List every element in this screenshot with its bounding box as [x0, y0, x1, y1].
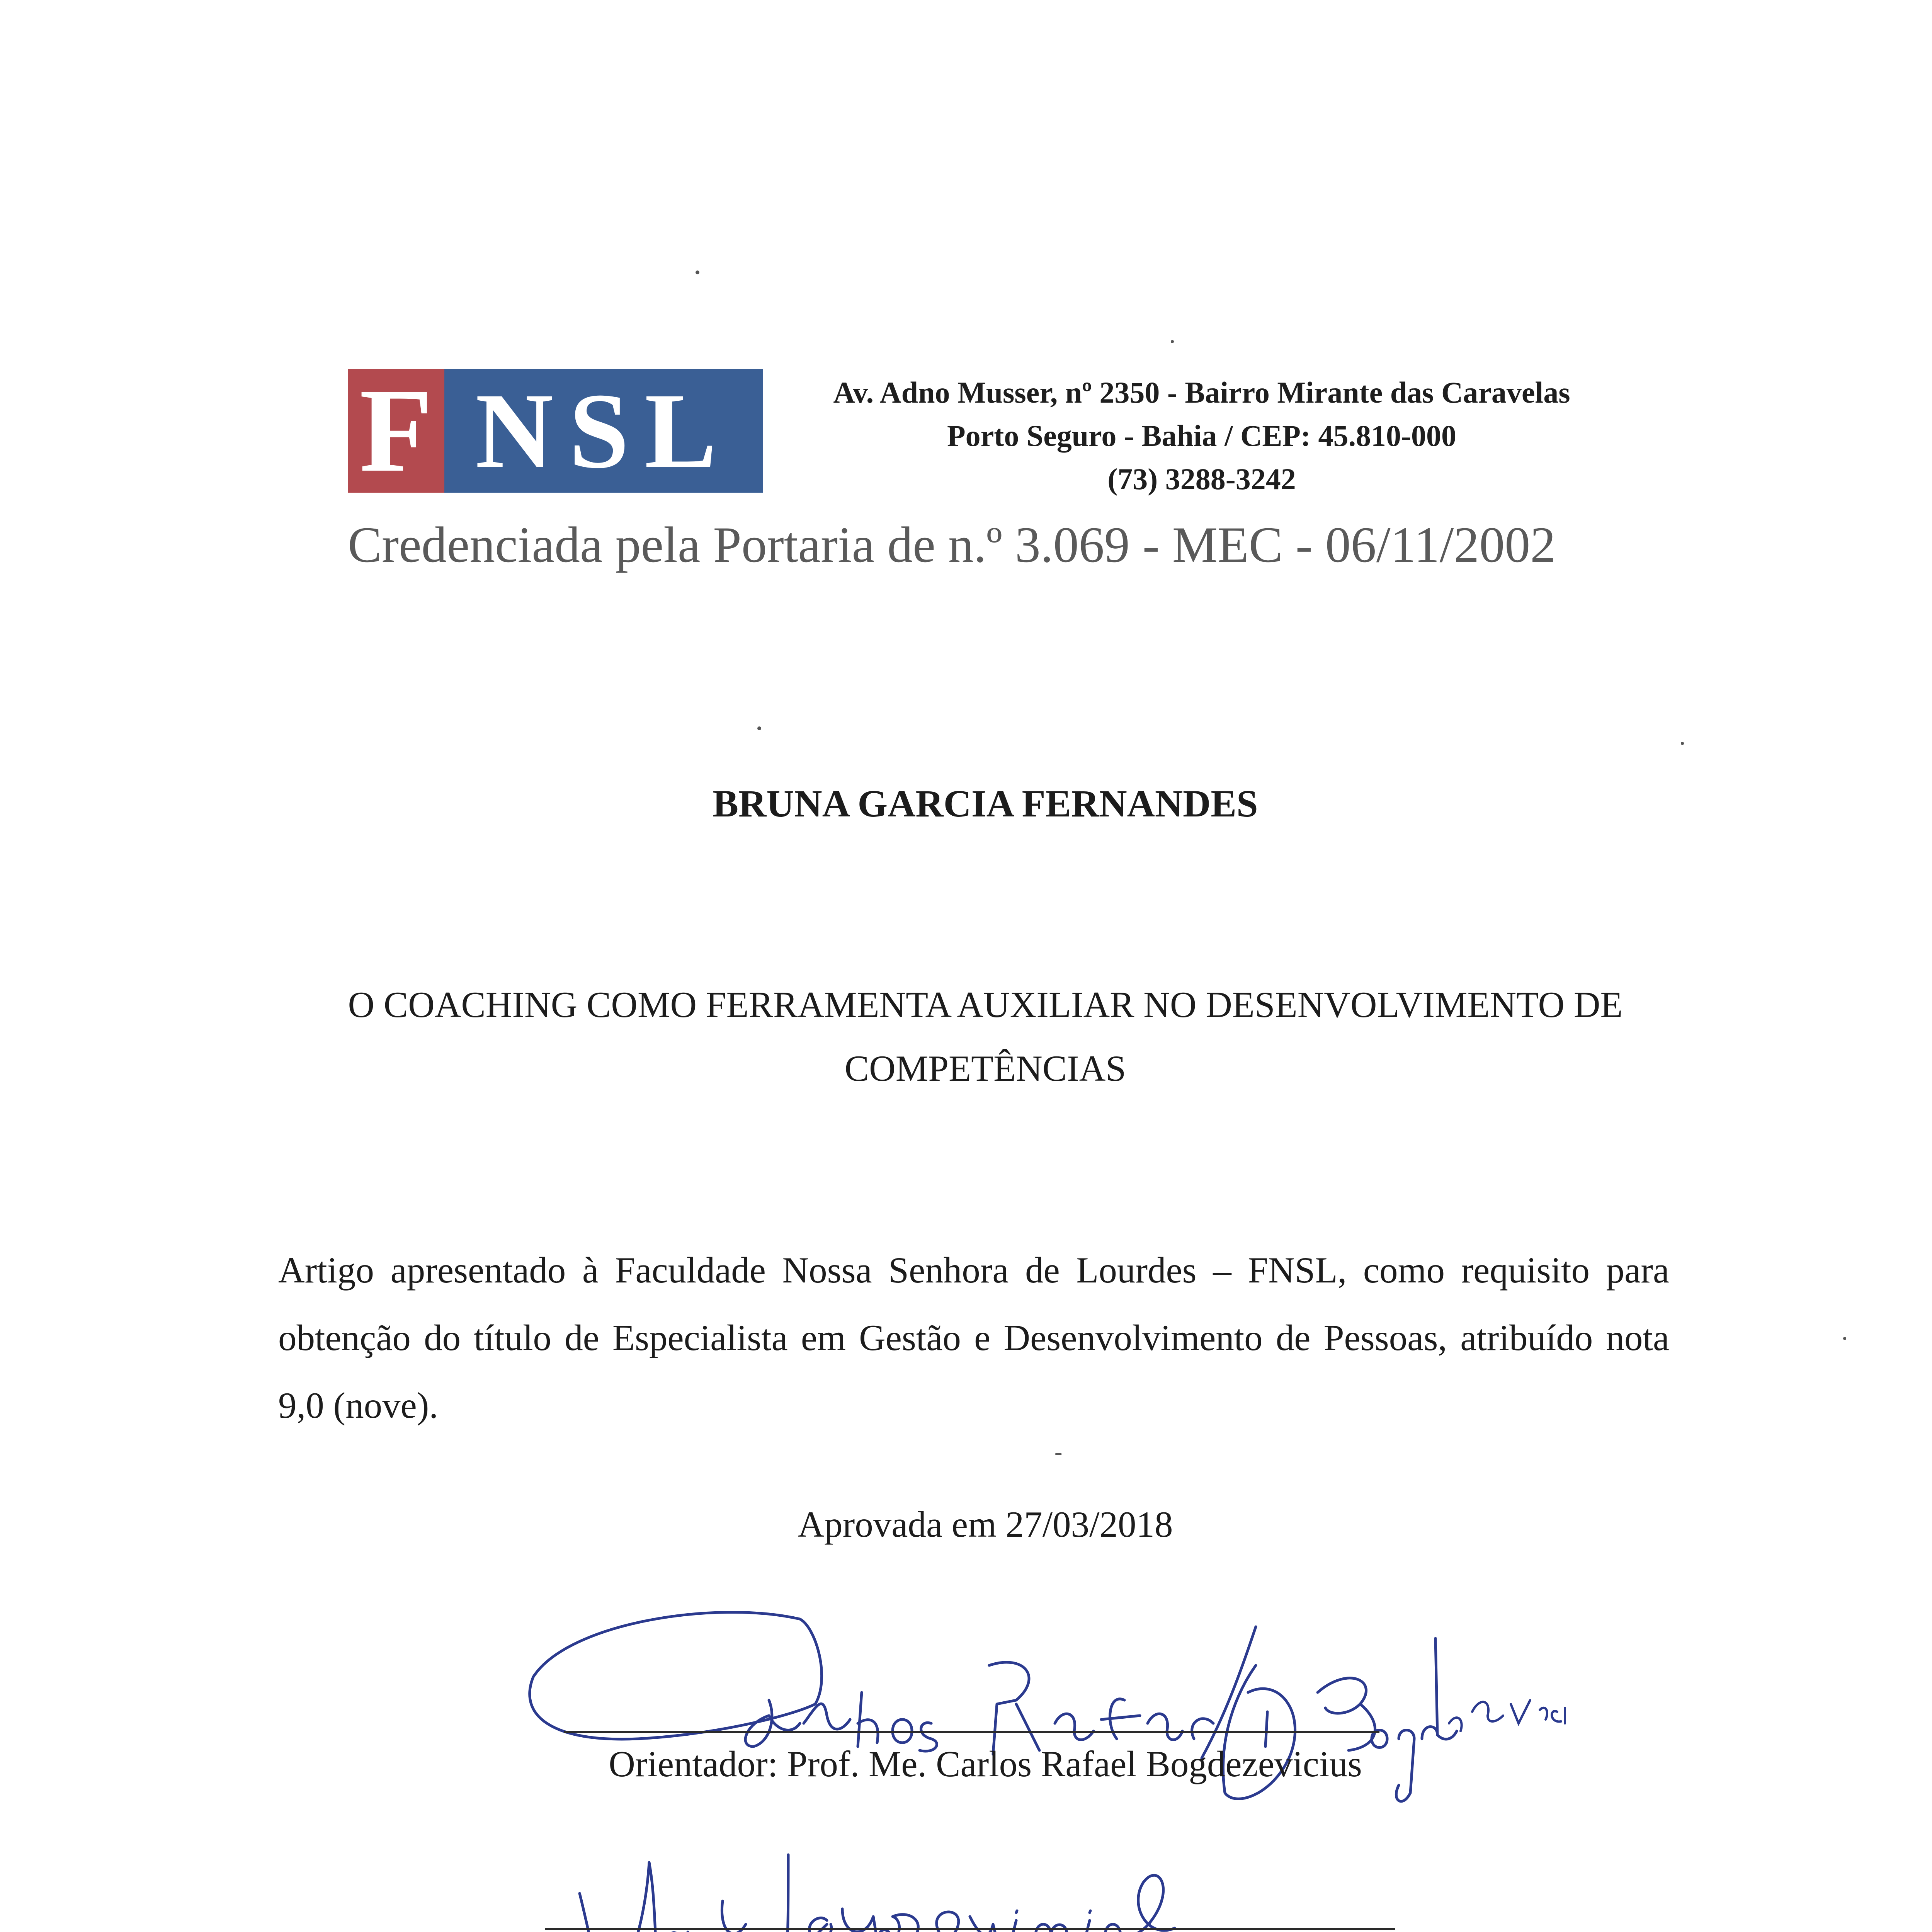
coordinator-signature-line: [545, 1928, 1395, 1930]
article-title-line-1: O COACHING COMO FERRAMENTA AUXILIAR NO DESENVOLVIMENTO DE: [348, 984, 1623, 1025]
scan-speck: [1843, 1337, 1846, 1340]
accreditation-line: Credenciada pela Portaria de n.º 3.069 - MEC - 06/11/2002: [348, 516, 1556, 573]
institution-address: [777, 371, 1627, 501]
address-line-1: Av. Adno Musser, nº 2350 - Bairro Mirante das Caravelas: [833, 376, 1570, 409]
scan-speck: [757, 726, 761, 730]
address-line-2: Porto Seguro - Bahia / CEP: 45.810-000: [947, 419, 1456, 452]
logo-letter-f: F: [348, 369, 444, 493]
article-description: Artigo apresentado à Faculdade Nossa Senhora de Lourdes – FNSL, como requisito para obtenção do título de Especialista em Gestão e Desenvolvimento de Pessoas, atribuído nota 9,0 (nove).: [278, 1250, 1669, 1426]
fnsl-logo: [348, 369, 763, 493]
coordinator-handwritten-signature: [572, 1847, 1325, 1932]
scan-speck: [1171, 340, 1174, 343]
scan-speck: [696, 270, 699, 274]
advisor-caption: Orientador: Prof. Me. Carlos Rafael Bogdezevicius: [609, 1743, 1362, 1784]
author-name: BRUNA GARCIA FERNANDES: [713, 782, 1258, 825]
advisor-signature-line: [564, 1731, 1379, 1733]
scan-speck: [1055, 1453, 1062, 1455]
article-title-line-2: COMPETÊNCIAS: [844, 1048, 1126, 1089]
scan-speck: [1681, 742, 1684, 745]
approval-date: Aprovada em 27/03/2018: [798, 1504, 1173, 1545]
logo-letters-nsl: NSL: [444, 369, 763, 493]
phone-number: (73) 3288-3242: [1107, 462, 1296, 496]
